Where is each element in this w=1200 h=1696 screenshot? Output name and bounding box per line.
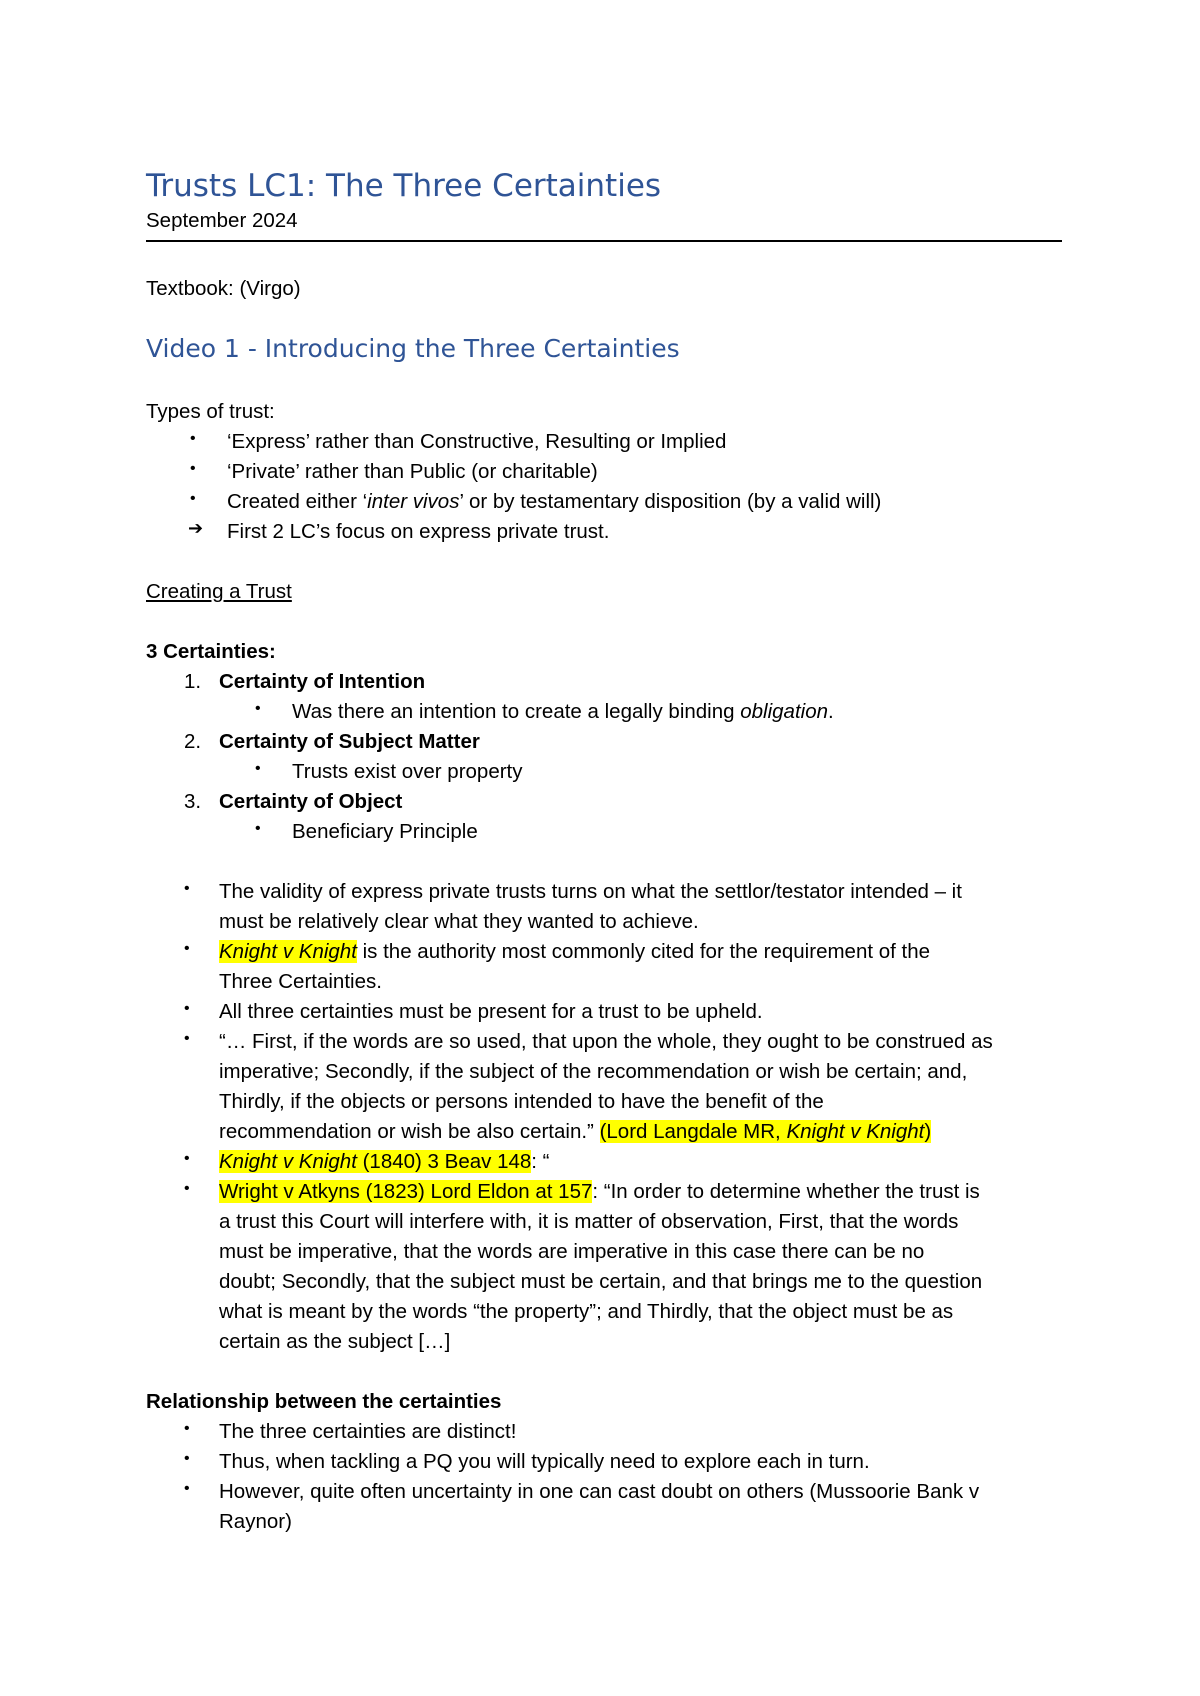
- title-divider: [146, 240, 1062, 242]
- list-item-continued: Three Certainties.: [219, 970, 382, 993]
- bullet-icon: •: [184, 1420, 190, 1437]
- bullet-icon: •: [184, 1180, 190, 1197]
- textbook-line: Textbook: (Virgo): [146, 277, 301, 300]
- list-item: The validity of express private trusts turns on what the settlor/testator intended – it: [219, 880, 962, 903]
- bullet-icon: •: [190, 460, 196, 477]
- list-item: Knight v Knight is the authority most commonly cited for the requirement of the: [219, 940, 931, 963]
- bullet-icon: •: [255, 700, 261, 717]
- list-number: 3.: [184, 790, 202, 813]
- bullet-icon: •: [255, 760, 261, 777]
- bullet-icon: •: [184, 1030, 190, 1047]
- list-item: The three certainties are distinct!: [219, 1420, 517, 1443]
- quote-line: what is meant by the words “the property”; and Thirdly, that the object must be as: [219, 1300, 954, 1323]
- quote-line: imperative; Secondly, if the subject of the recommendation or wish be certain; and,: [219, 1060, 968, 1083]
- list-item: ‘Private’ rather than Public (or charitable): [227, 460, 598, 483]
- list-number: 2.: [184, 730, 202, 753]
- certainty-title: Certainty of Intention: [219, 670, 426, 693]
- list-item: Trusts exist over property: [292, 760, 523, 783]
- list-item: Created either ‘inter vivos’ or by testamentary disposition (by a valid will): [227, 490, 882, 513]
- types-heading: Types of trust:: [146, 400, 275, 423]
- arrow-right-icon: ➔: [188, 518, 204, 538]
- bullet-icon: •: [184, 1000, 190, 1017]
- list-item: First 2 LC’s focus on express private trust.: [227, 520, 610, 543]
- quote-line: doubt; Secondly, that the subject must be certain, and that brings me to the question: [219, 1270, 983, 1293]
- quote-line: certain as the subject […]: [219, 1330, 451, 1353]
- list-item-continued: Raynor): [219, 1510, 292, 1533]
- document-title: Trusts LC1: The Three Certainties: [146, 168, 662, 204]
- bullet-icon: •: [190, 490, 196, 507]
- list-item-continued: must be relatively clear what they wanted to achieve.: [219, 910, 699, 933]
- list-number: 1.: [184, 670, 202, 693]
- list-item: ‘Express’ rather than Constructive, Resulting or Implied: [227, 430, 727, 453]
- bullet-icon: •: [184, 940, 190, 957]
- list-item: All three certainties must be present for a trust to be upheld.: [219, 1000, 763, 1023]
- quote-line: “… First, if the words are so used, that upon the whole, they ought to be construed as: [219, 1030, 993, 1053]
- bullet-icon: •: [255, 820, 261, 837]
- list-item: However, quite often uncertainty in one can cast doubt on others (Mussoorie Bank v: [219, 1480, 980, 1503]
- list-item: Was there an intention to create a legally binding obligation.: [292, 700, 834, 723]
- quote-line: Thirdly, if the objects or persons intended to have the benefit of the: [219, 1090, 824, 1113]
- relationship-heading: Relationship between the certainties: [146, 1390, 502, 1413]
- section-heading: Creating a Trust: [146, 580, 292, 603]
- bullet-icon: •: [184, 880, 190, 897]
- certainty-title: Certainty of Subject Matter: [219, 730, 480, 753]
- bullet-icon: •: [184, 1150, 190, 1167]
- list-item: Beneficiary Principle: [292, 820, 478, 843]
- certainties-heading: 3 Certainties:: [146, 640, 276, 663]
- document-date: September 2024: [146, 209, 298, 232]
- list-item: Thus, when tackling a PQ you will typically need to explore each in turn.: [219, 1450, 870, 1473]
- quote-line: recommendation or wish be also certain.” (Lord Langdale MR, Knight v Knight): [219, 1120, 932, 1143]
- bullet-icon: •: [184, 1450, 190, 1467]
- bullet-icon: •: [184, 1480, 190, 1497]
- list-item: Wright v Atkyns (1823) Lord Eldon at 157: “In order to determine whether the trust is: [219, 1180, 980, 1203]
- bullet-icon: •: [190, 430, 196, 447]
- quote-line: must be imperative, that the words are imperative in this case there can be no: [219, 1240, 925, 1263]
- list-item: Knight v Knight (1840) 3 Beav 148: “: [219, 1150, 550, 1173]
- video-heading: Video 1 - Introducing the Three Certainties: [146, 334, 680, 363]
- certainty-title: Certainty of Object: [219, 790, 403, 813]
- quote-line: a trust this Court will interfere with, it is matter of observation, First, that the words: [219, 1210, 959, 1233]
